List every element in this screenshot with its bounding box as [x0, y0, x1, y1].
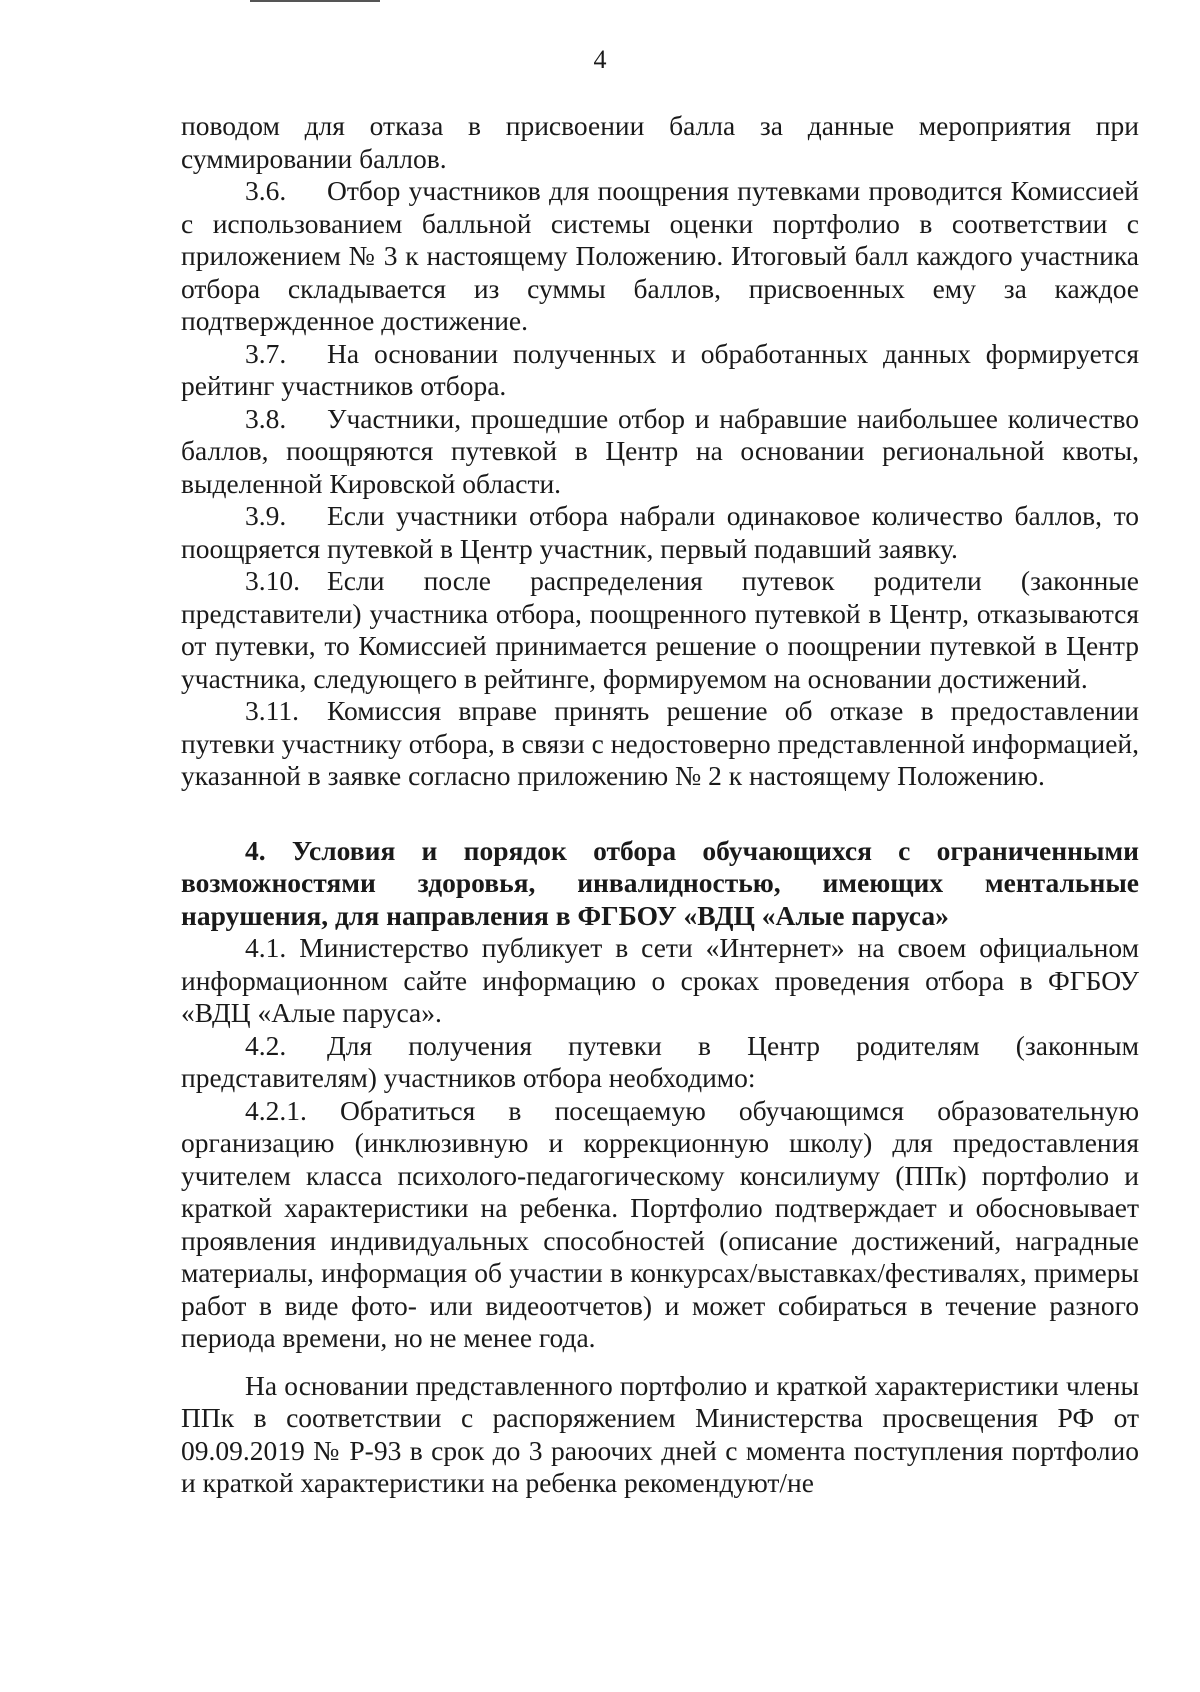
paragraph-text: На основании полученных и обработанных данных формируется рейтинг участников отбора.	[181, 337, 1139, 401]
paragraph-text: Если участники отбора набрали одинаковое количество баллов, то поощряется путевкой в Центр участник, первый подавший заявку.	[181, 500, 1139, 564]
paragraph-4-2	[181, 1030, 1139, 1095]
paragraph-text: Министерство публикует в сети «Интернет» на своем официальном информационном сайте информацию о сроках проведения отбора в ФГБОУ «ВДЦ «Алые паруса».	[181, 932, 1140, 1028]
paragraph-number: 4.2.1.	[245, 1094, 307, 1126]
paragraph-text: Комиссия вправе принять решение об отказе в предоставлении путевки участнику отбора, в связи с недостоверно представленной информацией, указанной в заявке согласно приложению № 2 к настоящему Положению.	[181, 695, 1139, 791]
paragraph-3-11	[181, 695, 1139, 793]
paragraph-continued	[181, 110, 1139, 175]
paragraph-number: 3.11.	[245, 695, 299, 726]
section-heading: 4. Условия и порядок отбора обучающихся с ограниченными возможностями здоровья, инвалидностью, имеющих ментальные нарушения, для направления в ФГБОУ «ВДЦ «Алые паруса»	[181, 834, 1139, 931]
paragraph-number: 4.1.	[245, 932, 287, 963]
paragraph-number: 3.8.	[245, 402, 287, 434]
paragraph-text: Для получения путевки в Центр родителям (законным представителям) участников отбора необходимо:	[181, 1029, 1139, 1093]
paragraph-3-7	[181, 338, 1139, 403]
paragraph-3-6	[181, 175, 1139, 338]
paragraph-final: На основании представленного портфолио и краткой характеристики члены ППк в соответствии с распоряжением Министерства просвещения РФ от 09.09.2019 № Р-93 в срок до 3 раюочих дней с момента поступления портфолио и краткой характеристики на ребенка рекомендуют/не	[181, 1369, 1139, 1498]
paragraph-4-2-1	[181, 1095, 1139, 1355]
document-body	[181, 110, 1139, 1500]
paragraph-text: поводом для отказа в присвоении балла за данные мероприятия при суммировании баллов.	[181, 110, 1139, 174]
page-number: 4	[593, 45, 607, 74]
paragraph-3-10	[181, 565, 1139, 695]
paragraph-number: 4.2.	[245, 1029, 287, 1061]
paragraph-4-1	[181, 932, 1139, 1030]
paragraph-number: 3.7.	[245, 337, 287, 369]
paragraph-number: 3.6.	[245, 175, 287, 206]
paragraph-text: Участники, прошедшие отбор и набравшие наибольшее количество баллов, поощряются путевкой в Центр на основании региональной квоты, выделенной Кировской области.	[181, 402, 1139, 499]
scan-artifact-line	[250, 0, 380, 2]
paragraph-text: Отбор участников для поощрения путевками проводится Комиссией с использованием балльной системы оценки портфолио в соответствии с приложением № 3 к настоящему Положению. Итоговый балл каждого участника отбора складывается из суммы баллов, присвоенных ему за каждое подтвержденное достижение.	[181, 175, 1139, 336]
paragraph-3-8	[181, 403, 1139, 501]
paragraph-3-9	[181, 500, 1139, 565]
paragraph-number: 3.9.	[245, 500, 287, 531]
paragraph-number: 3.10.	[245, 565, 300, 596]
paragraph-text: Обратиться в посещаемую обучающимся образовательную организацию (инклюзивную и коррекционную школу) для предоставления учителем класса психолого-педагогическому консилиуму (ППк) портфолио и краткой характеристики на ребенка. Портфолио подтверждает и обосновывает проявления индивидуальных способностей (описание достижений, наградные материалы, информация об участии в конкурсах/выставках/фестивалях, примеры работ в виде фото- или видеоотчетов) и может собираться в течение разного периода времени, но не менее года.	[181, 1094, 1139, 1353]
paragraph-text: Если после распределения путевок родители (законные представители) участника отбора, поощренного путевкой в Центр, отказываются от путевки, то Комиссией принимается решение о поощрении путевкой в Центр участника, следующего в рейтинге, формируемом на основании достижений.	[181, 565, 1139, 694]
